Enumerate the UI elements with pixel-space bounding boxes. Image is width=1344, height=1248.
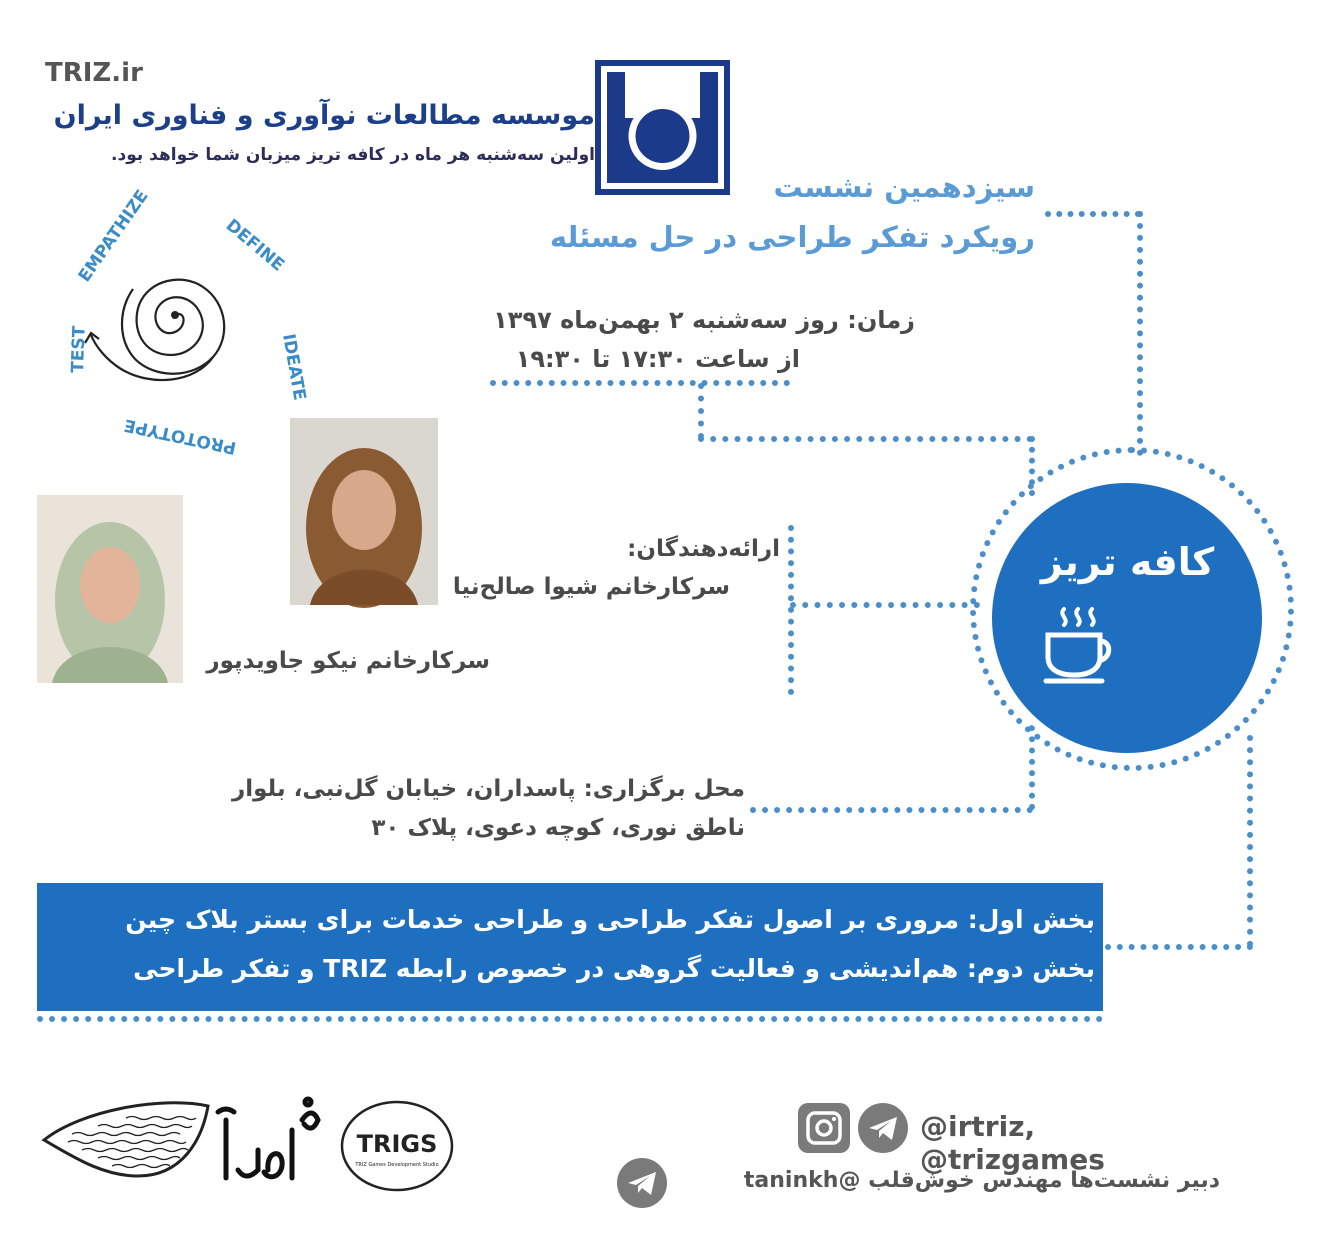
svg-text:TRIGS: TRIGS [356,1130,438,1158]
connector-line [790,602,980,608]
presenters-label: ارائه‌دهندگان: [627,536,780,562]
social-handles[interactable]: @irtriz, @trizgames [920,1110,1105,1176]
venue-line-2: ناطق نوری، کوچه دعوی، پلاک ۳۰ [371,815,745,841]
instagram-icon[interactable] [798,1103,850,1153]
site-name: TRIZ.ir [45,58,143,88]
ab-leaf-logo [42,1100,210,1180]
connector-line [1045,211,1141,217]
event-subject: رویکرد تفکر طراحی در حل مسئله [549,220,1035,254]
svg-text:TRIZ Games Development Studio: TRIZ Games Development Studio [355,1162,439,1168]
presenter-photo-2 [37,495,183,683]
connector-line [750,807,1033,813]
presenter-photo-1 [290,418,438,605]
stage-prototype: PROTOTYPE [122,414,239,458]
connector-line [698,383,704,439]
connector-line [1105,944,1253,950]
event-hours: از ساعت ۱۷:۳۰ تا ۱۹:۳۰ [515,345,800,373]
connector-line [1247,735,1253,947]
tagline: اولین سه‌شنبه هر ماه در کافه تریز میزبان شما خواهد بود. [111,145,595,165]
design-thinking-spiral [55,186,310,458]
cafe-title: کافه تریز [1040,540,1215,584]
presenter-2-name: سرکارخانم نیکو جاویدپور [206,648,490,674]
program-part-2: بخش دوم: هم‌اندیشی و فعالیت گروهی در خصوص رابطه TRIZ و تفکر طراحی [133,954,1095,983]
institute-name: موسسه مطالعات نوآوری و فناوری ایران [53,100,595,131]
session-title: سیزدهمین نشست [773,170,1035,204]
connector-line [1137,211,1143,456]
telegram-icon[interactable] [858,1103,908,1153]
connector-line [698,436,1033,442]
presenter-1-name: سرکارخانم شیوا صالح‌نیا [452,574,730,600]
trigs-logo [340,1100,455,1192]
cafe-circle [992,483,1262,753]
connector-line [788,525,794,695]
connector-line [490,380,790,386]
secretary-contact: دبیر نشست‌ها مهندس خوش‌قلب @taninkh [743,1168,1220,1193]
venue-line-1: محل برگزاری: پاسداران، خیابان گل‌نبی، بلوار [232,776,745,802]
stage-define: DEFINE [221,215,288,276]
ab-ayneh-logo [212,1090,324,1190]
event-date: زمان: روز سه‌شنبه ۲ بهمن‌ماه ۱۳۹۷ [493,306,915,334]
program-part-1: بخش اول: مروری بر اصول تفکر طراحی و طراحی خدمات برای بستر بلاک چین [125,905,1095,934]
stage-test: TEST [68,325,90,374]
connector-line [37,1016,1103,1022]
stage-ideate: IDEATE [278,332,310,402]
stage-empathize: EMPATHIZE [74,186,153,286]
program-banner [37,883,1103,1011]
coffee-cup-icon [1042,605,1116,685]
telegram-icon[interactable] [617,1158,667,1208]
